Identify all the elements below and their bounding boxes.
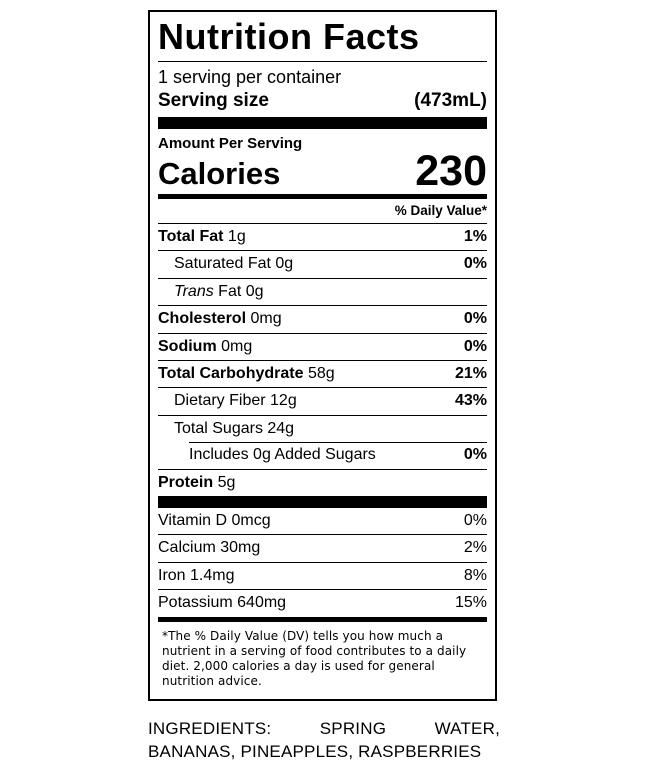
nutrient-name: Potassium 640mg — [158, 594, 287, 612]
nutrient-row — [158, 387, 487, 414]
nutrient-text — [158, 338, 464, 356]
daily-value-header: % Daily Value* — [158, 199, 487, 224]
nutrient-row — [158, 508, 487, 534]
calories-value: 230 — [415, 146, 487, 195]
nutrient-text — [158, 446, 464, 464]
nutrient-daily-value: 8% — [463, 566, 487, 584]
nutrient-daily-value: 0% — [463, 511, 487, 529]
nutrient-name: Cholesterol — [158, 310, 247, 328]
serving-size-value: (473mL) — [414, 89, 487, 111]
nutrient-text — [158, 474, 487, 492]
nutrient-name: Total Carbohydrate — [158, 365, 304, 382]
nutrient-text — [158, 255, 464, 273]
nutrient-row — [158, 224, 487, 250]
thick-divider-bar — [158, 496, 487, 508]
servings-per-container: 1 serving per container — [158, 66, 342, 87]
nutrient-amount: 0mg — [246, 310, 282, 328]
nutrient-name: Vitamin D 0mcg — [158, 511, 271, 529]
nutrient-name: Sodium — [158, 337, 217, 355]
nutrient-daily-value: 0% — [463, 255, 487, 273]
nutrient-row — [158, 415, 487, 442]
nutrient-text — [158, 283, 487, 301]
nutrient-name: Saturated Fat — [174, 255, 271, 273]
calories-label: Calories — [158, 156, 281, 192]
nutrient-daily-value: 43% — [454, 392, 487, 410]
nutrient-amount: Fat 0g — [213, 282, 264, 300]
nutrient-text — [158, 310, 464, 328]
label-title: Nutrition Facts — [158, 18, 487, 62]
serving-size-row — [158, 88, 487, 118]
nutrient-row — [158, 534, 487, 561]
nutrient-text — [158, 594, 455, 612]
nutrient-amount: 12g — [265, 392, 297, 410]
nutrient-text — [158, 567, 464, 585]
nutrient-text — [158, 392, 455, 410]
nutrient-name: Dietary Fiber — [174, 392, 266, 410]
nutrient-daily-value: 15% — [454, 594, 487, 612]
nutrient-name: Total Fat — [158, 228, 224, 246]
nutrient-row — [158, 250, 487, 277]
nutrient-daily-value: 2% — [463, 539, 487, 557]
nutrient-row — [158, 589, 487, 616]
nutrient-name: Total Sugars — [174, 419, 263, 437]
nutrient-daily-value: 1% — [463, 228, 487, 246]
daily-value-footnote: *The % Daily Value (DV) tells you how much a nutrient in a serving of food contributes to a daily diet. 2,000 calories a day is used for general nutrition advice. — [162, 628, 467, 689]
serving-size-label: Serving size — [158, 89, 269, 111]
nutrient-row — [158, 442, 487, 468]
nutrient-name: Calcium 30mg — [158, 539, 261, 557]
thick-divider-bar — [158, 117, 487, 129]
nutrient-amount: 24g — [262, 419, 295, 437]
nutrient-row — [158, 305, 487, 332]
nutrient-row — [158, 333, 487, 360]
nutrient-amount: 58g — [303, 365, 335, 382]
micronutrient-rows-section — [158, 508, 487, 617]
nutrient-text — [158, 228, 464, 246]
nutrient-text — [158, 512, 464, 530]
nutrient-text — [158, 365, 455, 383]
nutrient-text — [158, 420, 487, 438]
calories-row — [158, 146, 487, 195]
nutrient-row — [158, 562, 487, 589]
nutrient-row — [158, 360, 487, 387]
nutrient-text — [158, 539, 464, 557]
nutrient-daily-value: 0% — [463, 446, 487, 464]
nutrient-amount: 5g — [213, 473, 236, 491]
nutrient-amount: 1g — [223, 228, 246, 246]
nutrient-name: Protein — [158, 473, 214, 491]
nutrient-daily-value: 0% — [463, 337, 487, 355]
nutrient-amount: 0mg — [216, 337, 253, 355]
amount-per-serving-label: Amount Per Serving — [158, 135, 303, 153]
nutrient-name: Trans — [174, 282, 214, 300]
nutrient-amount: 0g — [270, 255, 294, 273]
nutrient-rows-section — [158, 224, 487, 496]
nutrient-daily-value: 21% — [454, 365, 487, 382]
nutrient-name: Iron 1.4mg — [158, 566, 235, 584]
nutrient-row — [158, 278, 487, 305]
nutrition-facts-label — [148, 10, 497, 701]
nutrient-name: Includes 0g Added Sugars — [189, 446, 376, 464]
ingredients-text: INGREDIENTS: SPRING WATER, BANANAS, PINEAPPLES, RASPBERRIES — [148, 719, 500, 761]
nutrient-daily-value: 0% — [463, 310, 487, 328]
nutrient-row — [158, 469, 487, 496]
